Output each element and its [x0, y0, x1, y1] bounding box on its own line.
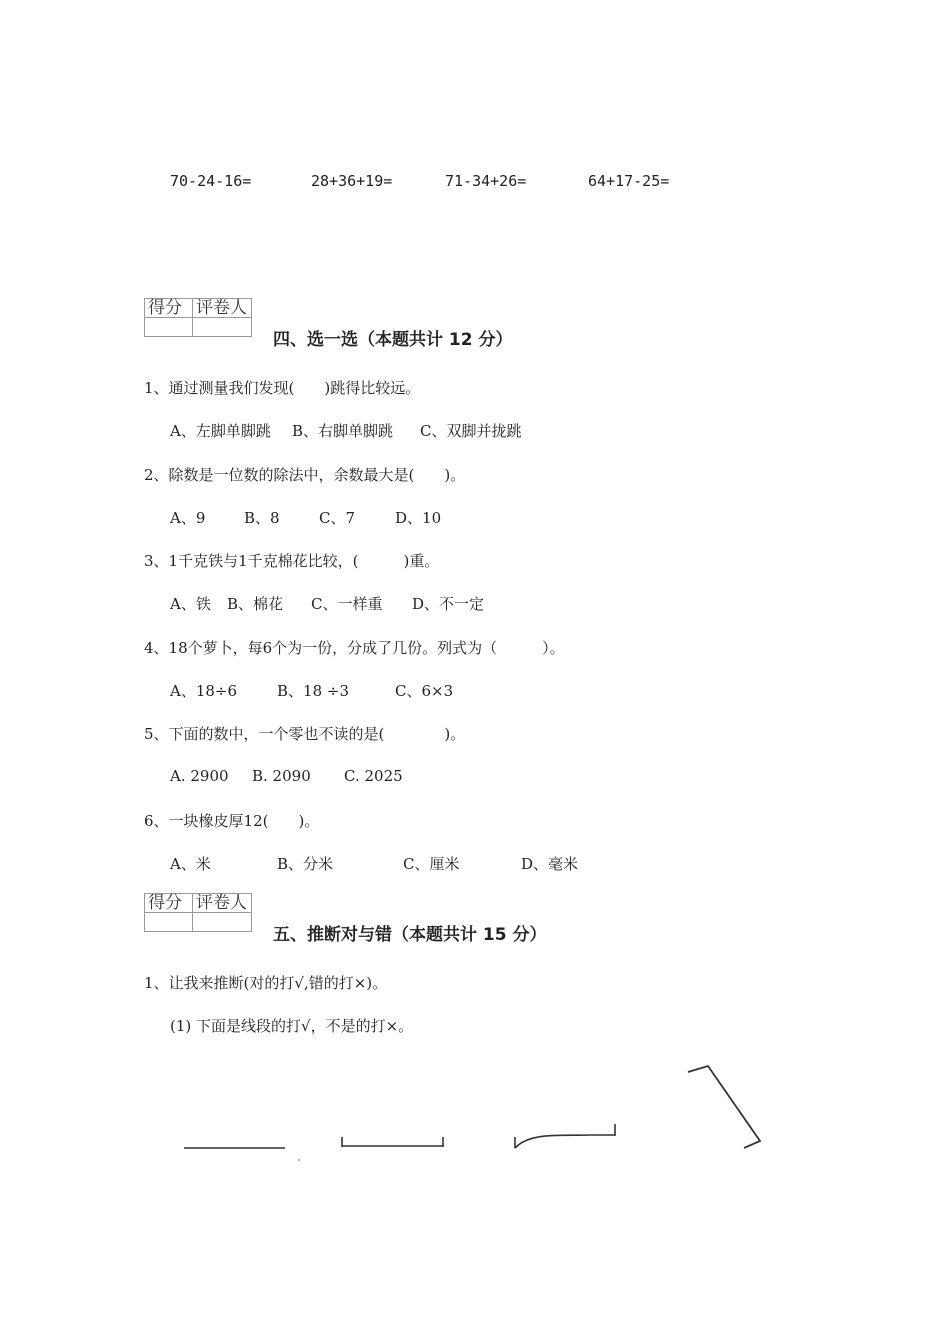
question-3-option-c: C、一样重 [311, 595, 383, 613]
question-4-option-a: A、18÷6 [170, 682, 238, 700]
question-2-option-b: B、8 [244, 509, 280, 527]
question-2-option-d: D、10 [395, 509, 442, 527]
bracketed-segment-figure [342, 1137, 443, 1147]
reviewer-label: 评卷人 [193, 894, 252, 913]
question-3-option-a: A、铁 [170, 595, 211, 613]
reviewer-label: 评卷人 [193, 299, 252, 318]
arithmetic-expression-3: 71-34+26= [445, 172, 527, 190]
section-five-question-1: 1、让我来推断(对的打√,错的打×)。 [144, 974, 388, 992]
arithmetic-expression-4: 64+17-25= [588, 172, 670, 190]
arithmetic-expression-1: 70-24-16= [170, 172, 252, 190]
dot-mark [298, 1159, 300, 1161]
curved-segment-figure [515, 1124, 615, 1148]
diagonal-segment-figure [688, 1066, 760, 1148]
question-3-option-d: D、不一定 [412, 595, 485, 613]
question-4: 4、18个萝卜，每6个为一份，分成了几份。列式为（ ）。 [144, 639, 565, 657]
question-4-option-c: C、6×3 [395, 682, 454, 700]
question-1-option-c: C、双脚并拢跳 [420, 422, 522, 440]
section-five-title: 五、推断对与错（本题共计 15 分） [273, 925, 547, 945]
section-four-title: 四、选一选（本题共计 12 分） [273, 330, 513, 350]
question-3: 3、1千克铁与1千克棉花比较，( )重。 [144, 552, 440, 570]
question-1-option-a: A、左脚单脚跳 [170, 422, 271, 440]
score-label: 得分 [145, 299, 193, 318]
question-4-option-b: B、18 ÷3 [277, 682, 349, 700]
section-five-subquestion-1: (1) 下面是线段的打√，不是的打×。 [170, 1017, 414, 1035]
question-2: 2、除数是一位数的除法中，余数最大是( )。 [144, 466, 466, 484]
arithmetic-expression-2: 28+36+19= [311, 172, 393, 190]
question-2-option-a: A、9 [170, 509, 206, 527]
question-1-option-b: B、右脚单脚跳 [292, 422, 394, 440]
question-6-option-a: A、米 [170, 855, 211, 873]
question-5-option-a: A. 2900 [170, 767, 229, 785]
question-1: 1、通过测量我们发现( )跳得比较远。 [144, 379, 421, 397]
question-6-option-c: C、厘米 [403, 855, 460, 873]
question-6-option-d: D、毫米 [521, 855, 579, 873]
question-6: 6、一块橡皮厚12( )。 [144, 812, 320, 830]
question-2-option-c: C、7 [319, 509, 356, 527]
question-3-option-b: B、棉花 [227, 595, 284, 613]
question-5-option-c: C. 2025 [344, 767, 403, 785]
score-label: 得分 [145, 894, 193, 913]
question-6-option-b: B、分米 [277, 855, 334, 873]
question-5-option-b: B. 2090 [252, 767, 311, 785]
question-5: 5、下面的数中，一个零也不读的是( )。 [144, 725, 466, 743]
